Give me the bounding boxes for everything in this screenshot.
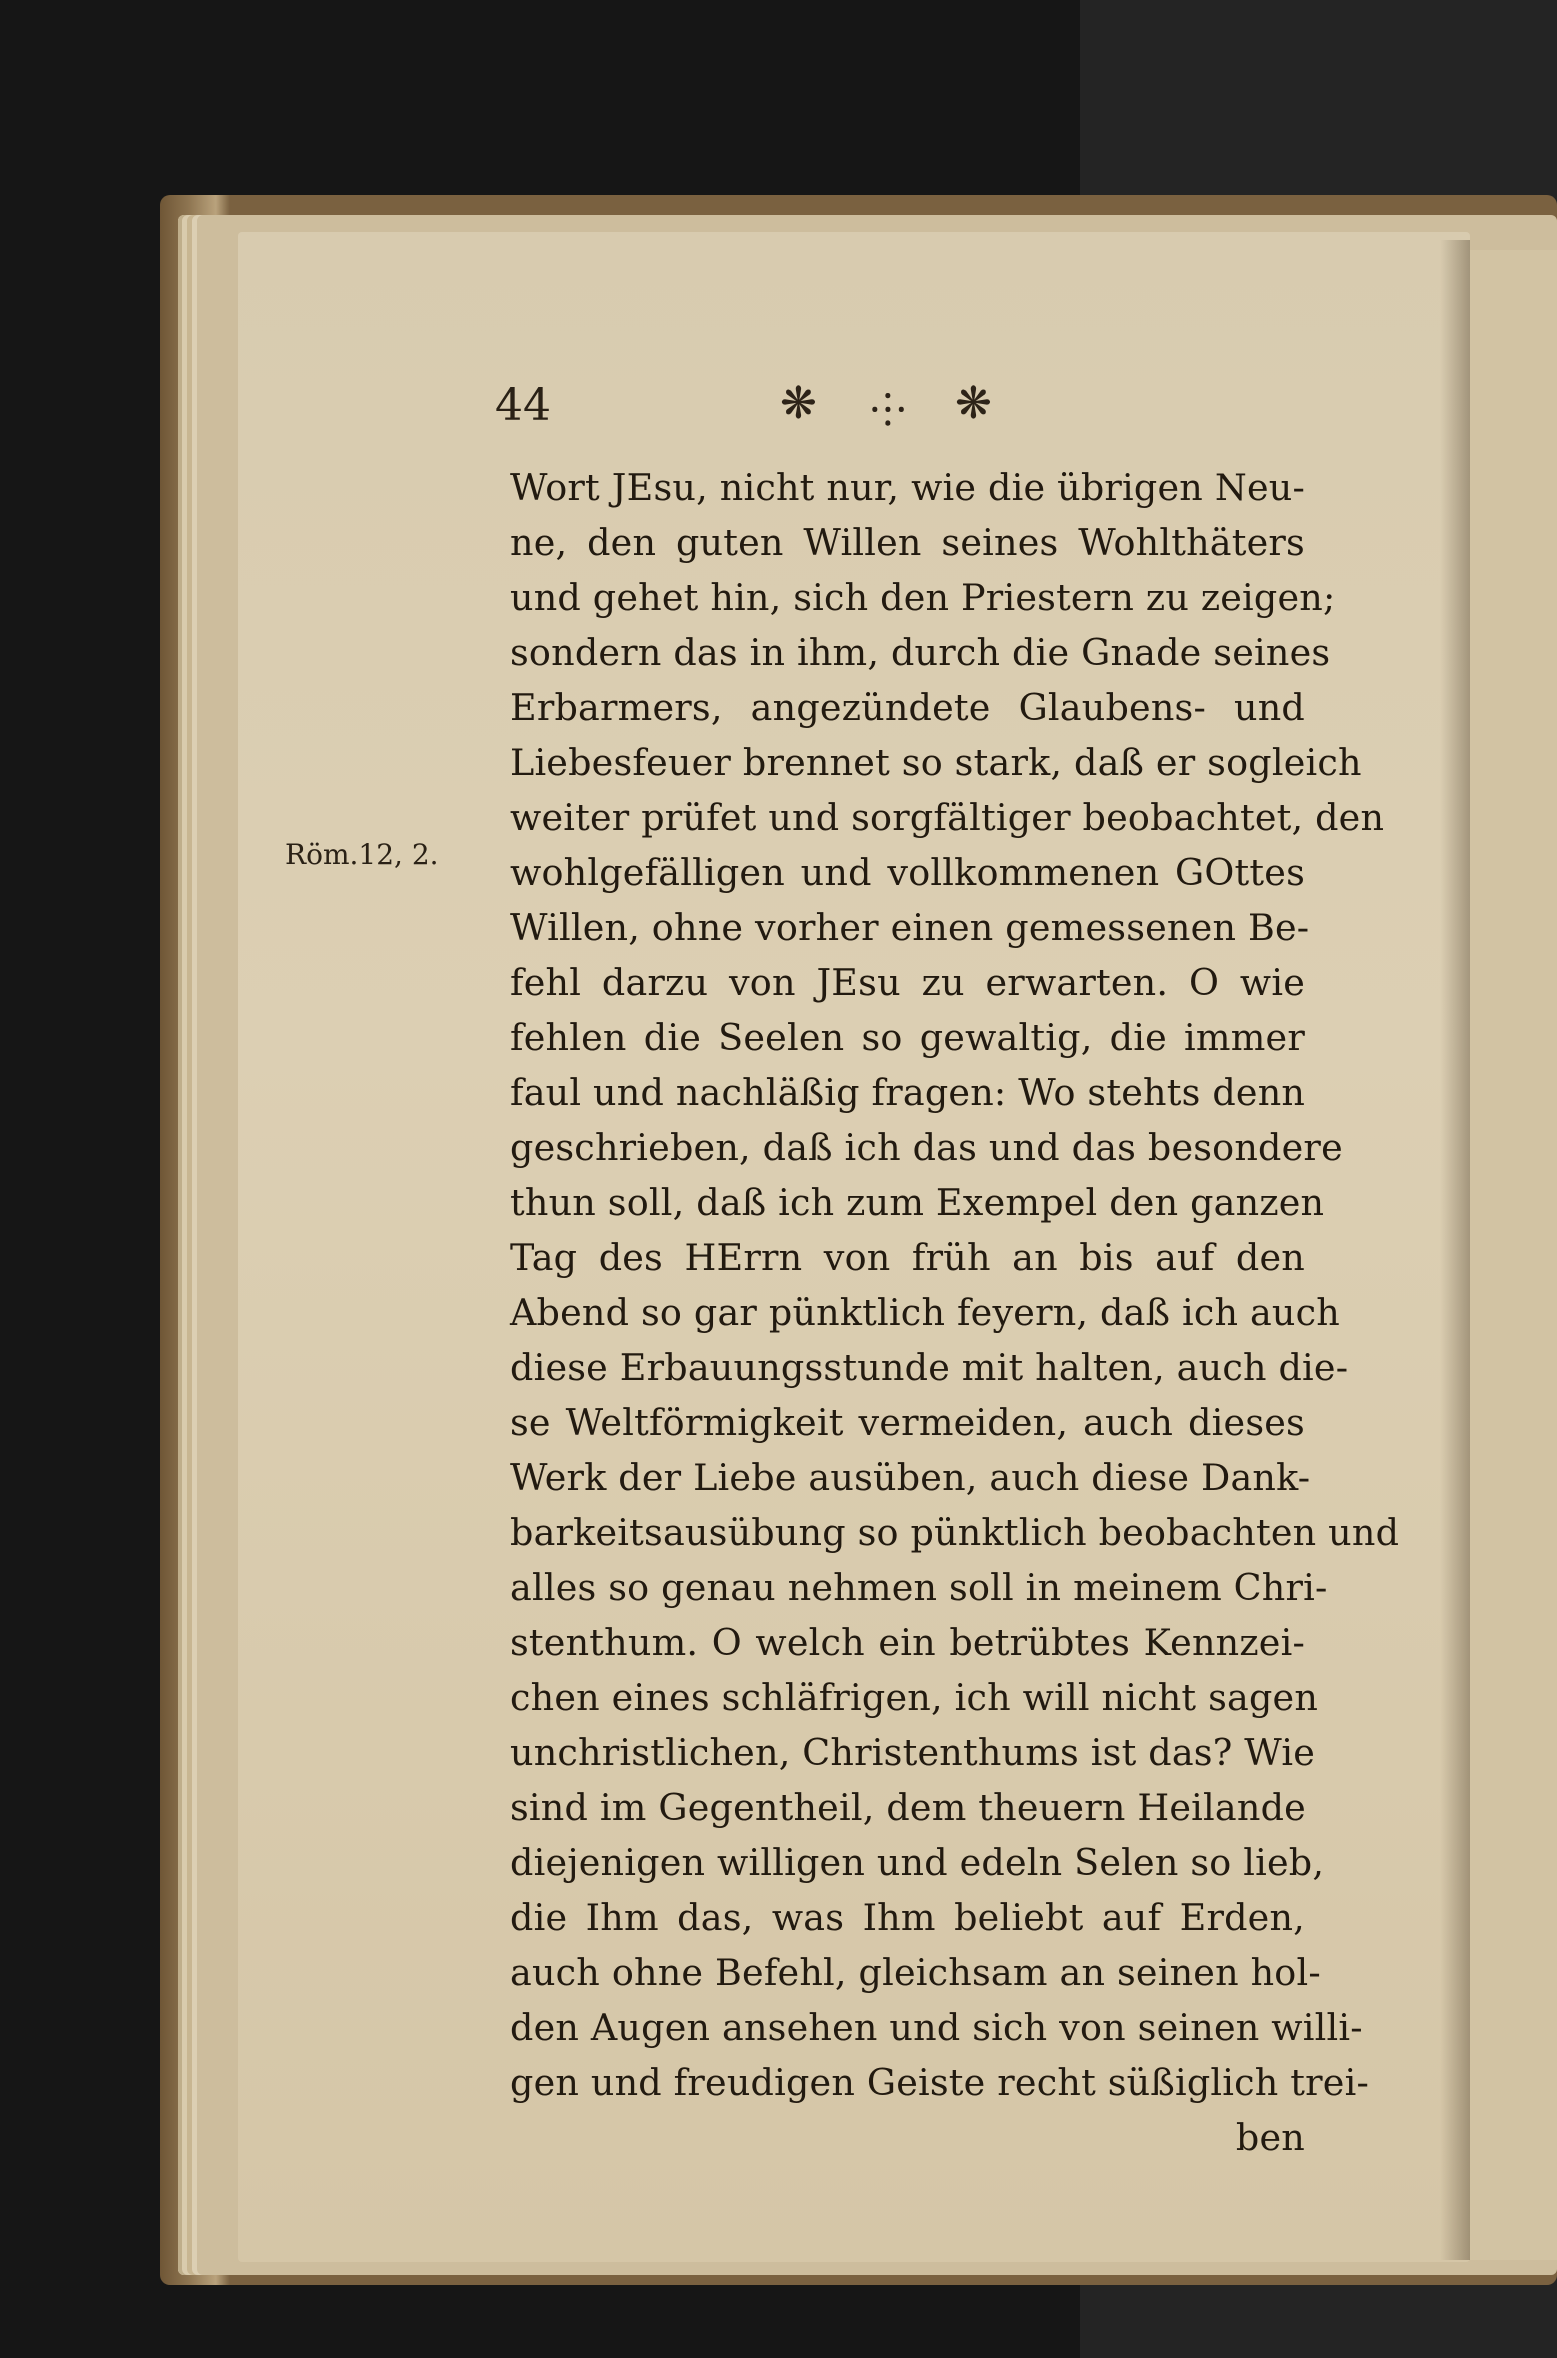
text-line: Werk der Liebe ausüben, auch diese Dank-	[510, 1456, 1311, 1499]
text-line: faul und nachläßig fragen: Wo stehts denn	[510, 1071, 1306, 1114]
flower-ornament-icon: ❋	[955, 378, 992, 429]
text-line: fehl darzu von JEsu zu erwarten. O wie	[510, 961, 1305, 1004]
text-line: auch ohne Befehl, gleichsam an seinen hol-	[510, 1951, 1321, 1994]
text-line: fehlen die Seelen so gewaltig, die immer	[510, 1016, 1305, 1059]
text-line: und gehet hin, sich den Priestern zu zeigen;	[510, 576, 1336, 619]
text-line: diese Erbauungsstunde mit halten, auch die-	[510, 1346, 1349, 1389]
text-line: chen eines schläfrigen, ich will nicht sagen	[510, 1676, 1319, 1719]
text-line: gen und freudigen Geiste recht süßiglich trei-	[510, 2061, 1370, 2104]
text-line: Erbarmers, angezündete Glaubens- und	[510, 686, 1305, 729]
text-line: diejenigen willigen und edeln Selen so lieb,	[510, 1841, 1325, 1884]
catchword: ben	[1235, 2116, 1305, 2159]
text-line: geschrieben, daß ich das und das besondere	[510, 1126, 1343, 1169]
text-line: wohlgefälligen und vollkommenen GOttes	[510, 851, 1305, 894]
text-line: thun soll, daß ich zum Exempel den ganzen	[510, 1181, 1325, 1224]
page-header	[495, 380, 1035, 440]
page-number: 44	[495, 380, 551, 431]
text-line: ne, den guten Willen seines Wohlthäters	[510, 521, 1305, 564]
text-line: se Weltförmigkeit vermeiden, auch dieses	[510, 1401, 1305, 1444]
text-line: den Augen ansehen und sich von seinen willi-	[510, 2006, 1363, 2049]
text-line: barkeitsausübung so pünktlich beobachten und	[510, 1511, 1400, 1554]
text-line: weiter prüfet und sorgfältiger beobachtet, den	[510, 796, 1385, 839]
body-text	[510, 460, 1400, 2165]
flower-ornament-icon: ❋	[780, 378, 817, 429]
text-line: alles so genau nehmen soll in meinem Chri-	[510, 1566, 1328, 1609]
margin-reference: Röm.12, 2.	[285, 838, 439, 871]
facing-page-edge	[1470, 250, 1557, 2260]
text-line: stenthum. O welch ein betrübtes Kennzei-	[510, 1621, 1305, 1664]
text-line: sondern das in ihm, durch die Gnade seines	[510, 631, 1331, 674]
text-line: Abend so gar pünktlich feyern, daß ich auch	[510, 1291, 1340, 1334]
text-line: die Ihm das, was Ihm beliebt auf Erden,	[510, 1896, 1305, 1939]
text-line: Liebesfeuer brennet so stark, daß er sogleich	[510, 741, 1362, 784]
text-line: Wort JEsu, nicht nur, wie die übrigen Neu-	[510, 466, 1305, 509]
text-line: unchristlichen, Christenthums ist das? Wie	[510, 1731, 1316, 1774]
cross-ornament-icon: ⸭	[870, 385, 907, 436]
text-line: Willen, ohne vorher einen gemessenen Be-	[510, 906, 1310, 949]
text-line: sind im Gegentheil, dem theuern Heilande	[510, 1786, 1306, 1829]
page-gutter	[1440, 240, 1470, 2260]
text-line: Tag des HErrn von früh an bis auf den	[510, 1236, 1305, 1279]
